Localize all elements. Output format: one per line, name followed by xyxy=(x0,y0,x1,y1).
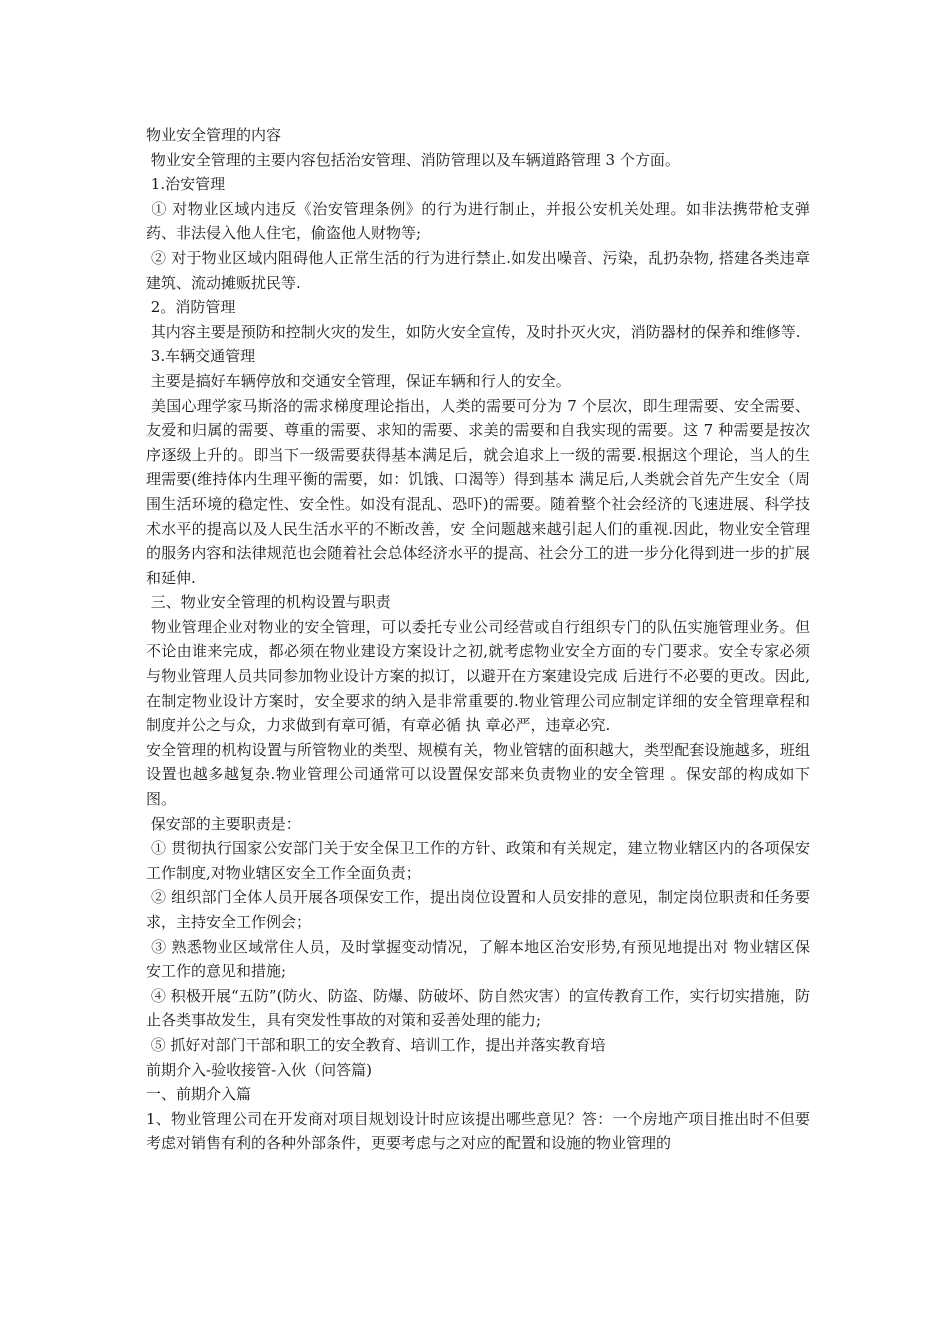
list-item-duty-1: ① 贯彻执行国家公安部门关于安全保卫工作的方针、政策和有关规定，建立物业辖区内的各项保安工作制度,对物业辖区安全工作全面负责； xyxy=(146,839,810,882)
heading-traffic-management: 3.车辆交通管理 xyxy=(146,347,256,366)
paragraph-structure: 安全管理的机构设置与所管物业的类型、规模有关，物业管辖的面积越大，类型配套设施越多，班组设置也越多越复杂.物业管理公司通常可以设置保安部来负责物业的安全管理 。保安部的构成如下图。 xyxy=(146,740,810,809)
heading-duties: 保安部的主要职责是： xyxy=(146,814,301,833)
heading-public-security: 1.治安管理 xyxy=(146,175,226,194)
document-body xyxy=(146,123,810,1156)
list-item-duty-2: ② 组织部门全体人员开展各项保安工作，提出岗位设置和人员安排的意见，制定岗位职责和任务要求，主持安全工作例会； xyxy=(146,888,810,931)
paragraph-maslow: 美国心理学家马斯洛的需求梯度理论指出，人类的需要可分为 7 个层次，即生理需要、安全需要、友爱和归属的需要、尊重的需要、求知的需要、求美的需要和自我实现的需要。这 7 种需要是按次序逐级上升的。即当下一级需要获得基本满足后，就会追求上一级的需要.根据这个理论，当人的生理需要(维持体内生理平衡的需要，如：饥饿、口渴等）得到基本 满足后,人类就会首先产生安全（周围生活环境的稳定性、安全性。如没有混乱、恐吓)的需要。随着整个社会经济的飞速进展、科学技术水平的提高以及人民生活水平的不断改善，安 全问题越来越引起人们的重视.因此，物业安全管理的服务内容和法律规范也会随着社会总体经济水平的提高、社会分工的进一步分化得到进一步的扩展和延伸. xyxy=(146,396,810,587)
list-item-security-1: ① 对物业区域内违反《治安管理条例》的行为进行制止，并报公安机关处理。如非法携带枪支弹药、非法侵入他人住宅，偷盗他人财物等; xyxy=(146,199,810,243)
list-item-duty-3: ③ 熟悉物业区域常住人员，及时掌握变动情况，了解本地区治安形势,有预见地提出对 物业辖区保安工作的意见和措施; xyxy=(146,937,810,981)
paragraph-traffic-management: 主要是搞好车辆停放和交通安全管理，保证车辆和行人的安全。 xyxy=(146,371,571,390)
list-item-duty-5: ⑤ 抓好对部门干部和职工的安全教育、培训工作，提出并落实教育培 xyxy=(146,1035,606,1054)
heading-qa: 前期介入-验收接管-入伙（问答篇) xyxy=(146,1060,372,1079)
heading-organization: 三、物业安全管理的机构设置与职责 xyxy=(146,593,391,612)
document-title: 物业安全管理的内容 xyxy=(146,126,282,144)
list-item-duty-4: ④ 积极开展“五防”(防火、防盗、防爆、防破坏、防自然灾害）的宣传教育工作，实行切实措施，防止各类事故发生，具有突发性事故的对策和妥善处理的能力; xyxy=(146,986,810,1030)
paragraph-intro: 物业安全管理的主要内容包括治安管理、消防管理以及车辆道路管理 3 个方面。 xyxy=(146,150,680,169)
list-item-security-2: ② 对于物业区域内阻碍他人正常生活的行为进行禁止.如发出噪音、污染，乱扔杂物, 搭建各类违章建筑、流动摊贩扰民等. xyxy=(146,248,810,292)
paragraph-fire-management: 其内容主要是预防和控制火灾的发生，如防火安全宣传，及时扑灭火灾，消防器材的保养和维修等. xyxy=(146,322,801,341)
heading-early-involvement: 一、前期介入篇 xyxy=(146,1085,252,1104)
paragraph-organization: 物业管理企业对物业的安全管理，可以委托专业公司经营或自行组织专门的队伍实施管理业务。但不论由谁来完成，都必须在物业建设方案设计之初,就考虑物业安全方面的专门要求。安全专家必须与物业管理人员共同参加物业设计方案的拟订，以避开在方案建设完成 后进行不必要的更改。因此,在制定物业设计方案时，安全要求的纳入是非常重要的.物业管理公司应制定详细的安全管理章程和制度并公之与众，力求做到有章可循，有章必循 执 章必严，违章必究. xyxy=(146,617,810,735)
heading-fire-management: 2。消防管理 xyxy=(146,298,236,317)
paragraph-question-1: 1、物业管理公司在开发商对项目规划设计时应该提出哪些意见？答：一个房地产项目推出时不但要考虑对销售有利的各种外部条件，更要考虑与之对应的配置和设施的物业管理的 xyxy=(146,1109,810,1153)
